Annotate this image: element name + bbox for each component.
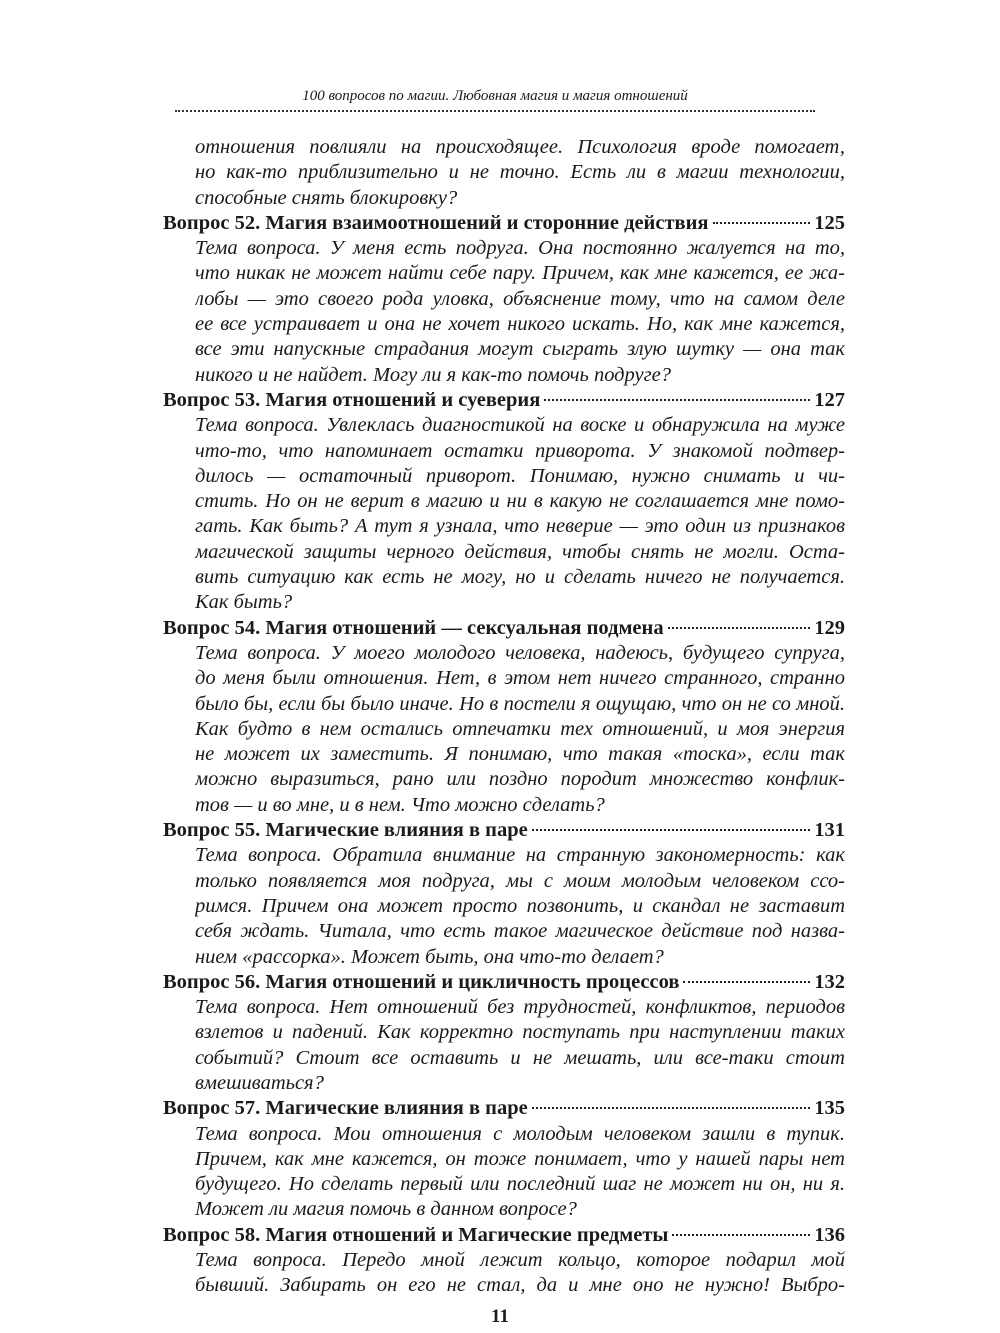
dot-leader — [713, 222, 811, 224]
entry-description-line: отношения повлияли на происходящее. Психология вроде помогает, — [195, 136, 845, 158]
entry-description-line: но как-то приблизительно и не точно. Есть ли в магии технологии, — [195, 161, 845, 184]
entry-description-line: что никак не может найти себе пару. Причем, как мне кажется, ее жа- — [195, 262, 845, 285]
toc-page-number: 127 — [814, 388, 845, 411]
entry-description-line: до меня были отношения. Нет, в этом нет ничего странного, странно — [195, 667, 845, 690]
entry-description-line: бывший. Забирать он его не стал, да и мне оно не нужно! Выбро- — [195, 1274, 845, 1297]
entry-description-line: что-то, что напоминает остатки приворота. У знакомой подтвер- — [195, 439, 845, 462]
entry-description-line: тов — и во мне, и в нем. Что можно сделать? — [195, 793, 605, 816]
toc-entry-title: Вопрос 52. Магия взаимоотношений и сторонние действия — [163, 211, 709, 234]
dot-leader — [532, 1107, 811, 1109]
entry-description-line: Как будто в нем остались отпечатки тех отношений, и моя энергия — [195, 717, 845, 740]
entry-description-line: будущего. Но сделать первый или последний шаг не может ни он, ни я. — [195, 1173, 845, 1196]
entry-description-line: никого и не найдет. Могу ли я как-то помочь подруге? — [195, 363, 671, 386]
entry-description-line: Тема вопроса. Передо мной лежит кольцо, которое подарил мой — [195, 1249, 845, 1272]
dot-leader — [683, 981, 810, 983]
toc-entry-title: Вопрос 58. Магия отношений и Магические предметы — [163, 1223, 669, 1246]
toc-entry-heading[interactable] — [163, 616, 845, 641]
entry-description-line: гать. Как быть? А тут я узнала, что неверие — это один из признаков — [195, 515, 845, 538]
toc-content — [163, 135, 845, 1299]
entry-description-line: Тема вопроса. У меня есть подруга. Она постоянно жалуется на то, — [195, 237, 845, 260]
dot-leader — [668, 627, 811, 629]
entry-description-line: Может ли магия помочь в данном вопросе? — [195, 1198, 577, 1221]
entry-description-line: событий? Стоит все оставить и не мешать, или все-таки стоит — [195, 1046, 845, 1069]
toc-page-number: 136 — [814, 1223, 845, 1246]
entry-description-line: Тема вопроса. Увлеклась диагностикой на воске и обнаружила на муже — [195, 414, 845, 437]
entry-description-line: взлетов и падений. Как корректно поступать при наступлении таких — [195, 1021, 845, 1044]
entry-description-line: вмешиваться? — [195, 1071, 324, 1094]
toc-entry-heading[interactable] — [163, 388, 845, 413]
entry-description-line: себя ждать. Читала, что есть такое магическое действие под назва- — [195, 920, 845, 943]
page-number: 11 — [491, 1306, 509, 1327]
entry-description-line: магической защиты черного действия, чтобы снять не могли. Оста- — [195, 540, 845, 563]
dot-leader — [672, 1234, 810, 1236]
toc-entry-title: Вопрос 53. Магия отношений и суеверия — [163, 388, 541, 411]
toc-page-number: 131 — [814, 819, 845, 842]
toc-entry-heading[interactable] — [163, 818, 845, 843]
entry-description-line: можно выразиться, рано или поздно породит множество конфлик- — [195, 768, 845, 791]
toc-entry-heading[interactable] — [163, 1223, 845, 1248]
running-header: 100 вопросов по магии. Любовная магия и магия отношений — [302, 88, 688, 104]
entry-description-line: Причем, как мне кажется, он тоже понимает, что у нашей пары нет — [195, 1147, 845, 1170]
toc-entry-heading[interactable] — [163, 970, 845, 995]
entry-description-line: стить. Но он не верит в магию и ни в какую не соглашается мне помо- — [195, 490, 845, 513]
toc-page-number: 135 — [814, 1097, 845, 1120]
entry-description-line: Тема вопроса. Обратила внимание на странную закономерность: как — [195, 844, 845, 867]
toc-entry-title: Вопрос 55. Магические влияния в паре — [163, 819, 528, 842]
toc-entry-title: Вопрос 56. Магия отношений и цикличность процессов — [163, 970, 680, 993]
header-divider — [175, 110, 815, 112]
entry-description-line: было бы, если бы было иначе. Но в постели я ощущаю, что он не со мной. — [195, 692, 845, 715]
toc-entry-heading[interactable] — [163, 1096, 845, 1121]
dot-leader — [532, 829, 811, 831]
entry-description-line: дилось — остаточный приворот. Понимаю, нужно снимать и чи- — [195, 464, 845, 487]
entry-description-line: ее все устраивает и она не хочет никого искать. Но, как мне кажется, — [195, 313, 845, 336]
entry-description-line: способные снять блокировку? — [195, 186, 458, 209]
entry-description-line: Тема вопроса. У моего молодого человека, надеюсь, будущего супруга, — [195, 641, 845, 664]
entry-description-line: нием «рассорка». Может быть, она что-то делает? — [195, 945, 664, 968]
toc-page-number: 129 — [814, 616, 845, 639]
entry-description-line: римся. Причем она может просто позвонить, и скандал не заставит — [195, 894, 845, 917]
toc-entry-heading[interactable] — [163, 211, 845, 236]
entry-description-line: Тема вопроса. Нет отношений без трудностей, конфликтов, периодов — [195, 996, 845, 1019]
entry-description-line: лобы — это своего рода уловка, объяснение тому, что на самом деле — [195, 287, 845, 310]
toc-page-number: 132 — [814, 970, 845, 993]
entry-description-line: только появляется моя подруга, мы с моим молодым человеком ссо- — [195, 869, 845, 892]
toc-entry-title: Вопрос 57. Магические влияния в паре — [163, 1097, 528, 1120]
entry-description-line: все эти напускные страдания могут сыграть злую шутку — она так — [195, 338, 845, 361]
dot-leader — [544, 399, 810, 401]
toc-entry-title: Вопрос 54. Магия отношений — сексуальная подмена — [163, 616, 664, 639]
entry-description-line: не может их заместить. Я понимаю, что такая «тоска», если так — [195, 743, 845, 766]
entry-description-line: Как быть? — [195, 591, 293, 614]
toc-page-number: 125 — [814, 211, 845, 234]
entry-description-line: вить ситуацию как есть не могу, но и сделать ничего не получается. — [195, 566, 845, 589]
entry-description-line: Тема вопроса. Мои отношения с молодым человеком зашли в тупик. — [195, 1122, 845, 1145]
